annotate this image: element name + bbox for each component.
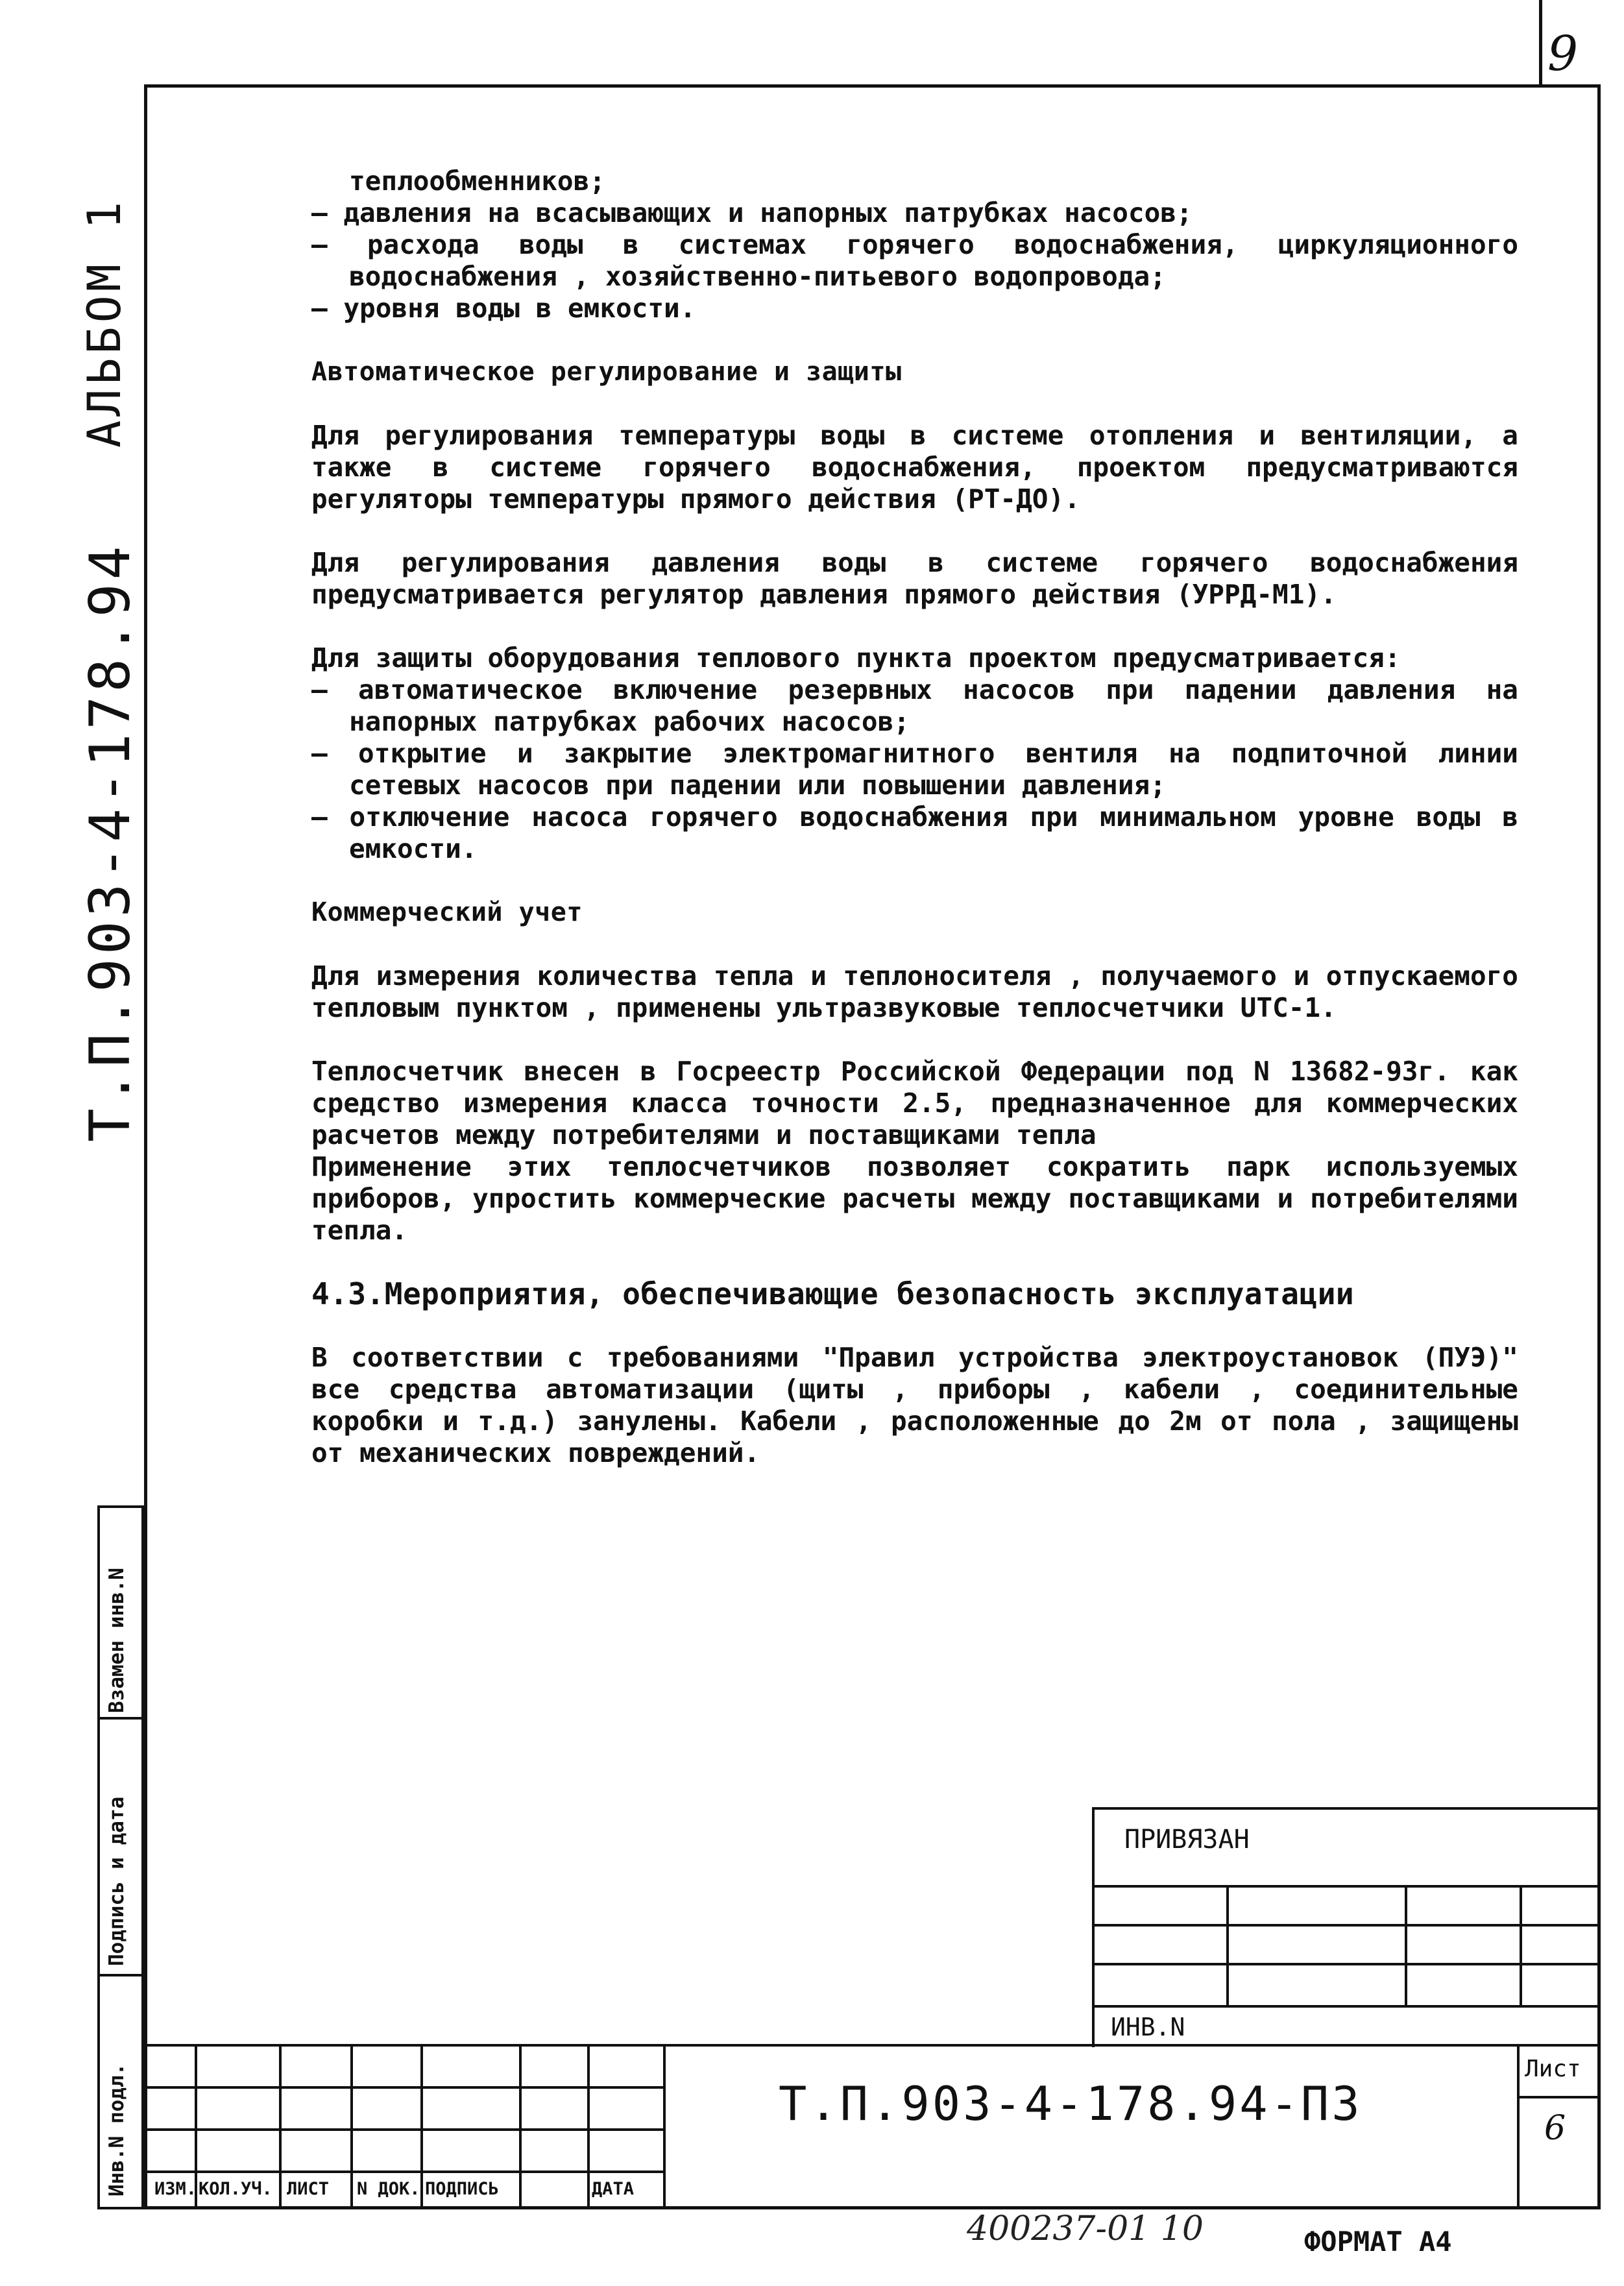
col-podpis: ПОДПИСЬ xyxy=(425,2179,499,2199)
paragraph: В соответствии с требованиями "Правил устройства электроустановок (ПУЭ)" все средства автоматизации (щиты , приборы , кабели , соединительные коробки и т.д.) занулены. Кабели , расположенные до 2м от пола , защищены от механических повреждений. xyxy=(311,1342,1518,1468)
col-izm: ИЗМ. xyxy=(154,2179,197,2199)
paragraph: Для защиты оборудования теплового пункта проектом предусматривается: xyxy=(311,642,1401,674)
format-label: ФОРМАТ А4 xyxy=(1304,2226,1452,2257)
title-doc-number: Т.П.903-4-178.94-ПЗ xyxy=(779,2076,1363,2131)
document-body xyxy=(311,165,1518,1469)
list-item: – отключение насоса горячего водоснабжения при минимальном уровне воды в емкости. xyxy=(311,801,1518,864)
list-item: – открытие и закрытие электромагнитного вентиля на подпиточной линии сетевых насосов при падении или повышении давления; xyxy=(311,738,1518,801)
handwritten-archive-number: 400237-01 10 xyxy=(967,2209,1204,2248)
paragraph: Для регулирования температуры воды в системе отопления и вентиляции, а также в системе горячего водоснабжения, проектом предусматриваются регуляторы температуры прямого действия (РТ-ДО). xyxy=(311,420,1518,515)
col-kol-uch: КОЛ.УЧ. xyxy=(199,2179,273,2199)
list-item: – давления на всасывающих и напорных патрубках насосов; xyxy=(311,197,1193,228)
stamp-label-inv: Инв.N подл. xyxy=(105,2063,128,2196)
privyazan-label: ПРИВЯЗАН xyxy=(1124,1825,1250,1854)
sheet-label: Лист xyxy=(1525,2056,1581,2082)
album-label: АЛЬБОМ 1 xyxy=(78,197,131,448)
list-item: – уровня воды в емкости. xyxy=(311,293,696,324)
list-item: – автоматическое включение резервных насосов при падении давления на напорных патрубках рабочих насосов; xyxy=(311,674,1518,737)
heading-automation: Автоматическое регулирование и защиты xyxy=(311,357,902,387)
paragraph: Для измерения количества тепла и теплоносителя , получаемого и отпускаемого тепловым пунктом , применены ультразвуковые теплосчетчики UTC-1. xyxy=(311,960,1518,1023)
list-item: – расхода воды в системах горячего водоснабжения, циркуляционного водоснабжения , хозяйственно-питьевого водопровода; xyxy=(311,229,1518,292)
sheet-number: 6 xyxy=(1544,2109,1566,2148)
paragraph: Для регулирования давления воды в системе горячего водоснабжения предусматривается регулятор давления прямого действия (УРРД-М1). xyxy=(311,547,1518,610)
col-list: ЛИСТ xyxy=(287,2179,330,2199)
page-number: 9 xyxy=(1547,26,1579,82)
heading-commercial: Коммерческий учет xyxy=(311,897,583,927)
heading-safety: 4.3.Мероприятия, обеспечивающие безопасность эксплуатации xyxy=(311,1276,1355,1311)
inv-n-label: ИНВ.N xyxy=(1111,2013,1185,2041)
stamp-label-vzamen: Взамен инв.N xyxy=(105,1568,128,1713)
paragraph: Теплосчетчик внесен в Госреестр Российской Федерации под N 13682-93г. как средство измерения класса точности 2.5, предназначенное для коммерческих расчетов между потребителями и поставщиками тепла xyxy=(311,1056,1518,1150)
col-n-dok: N ДОК. xyxy=(357,2179,420,2199)
paragraph: Применение этих теплосчетчиков позволяет сократить парк используемых приборов, упростить коммерческие расчеты между поставщиками и потребителями тепла. xyxy=(311,1151,1518,1246)
stamp-label-podpis: Подпись и дата xyxy=(105,1796,128,1966)
vertical-doc-number: Т.П.903-4-178.94 xyxy=(78,542,143,1142)
list-item: теплообменников; xyxy=(349,165,605,197)
col-data: ДАТА xyxy=(592,2179,635,2199)
page-number-divider xyxy=(1539,0,1542,88)
